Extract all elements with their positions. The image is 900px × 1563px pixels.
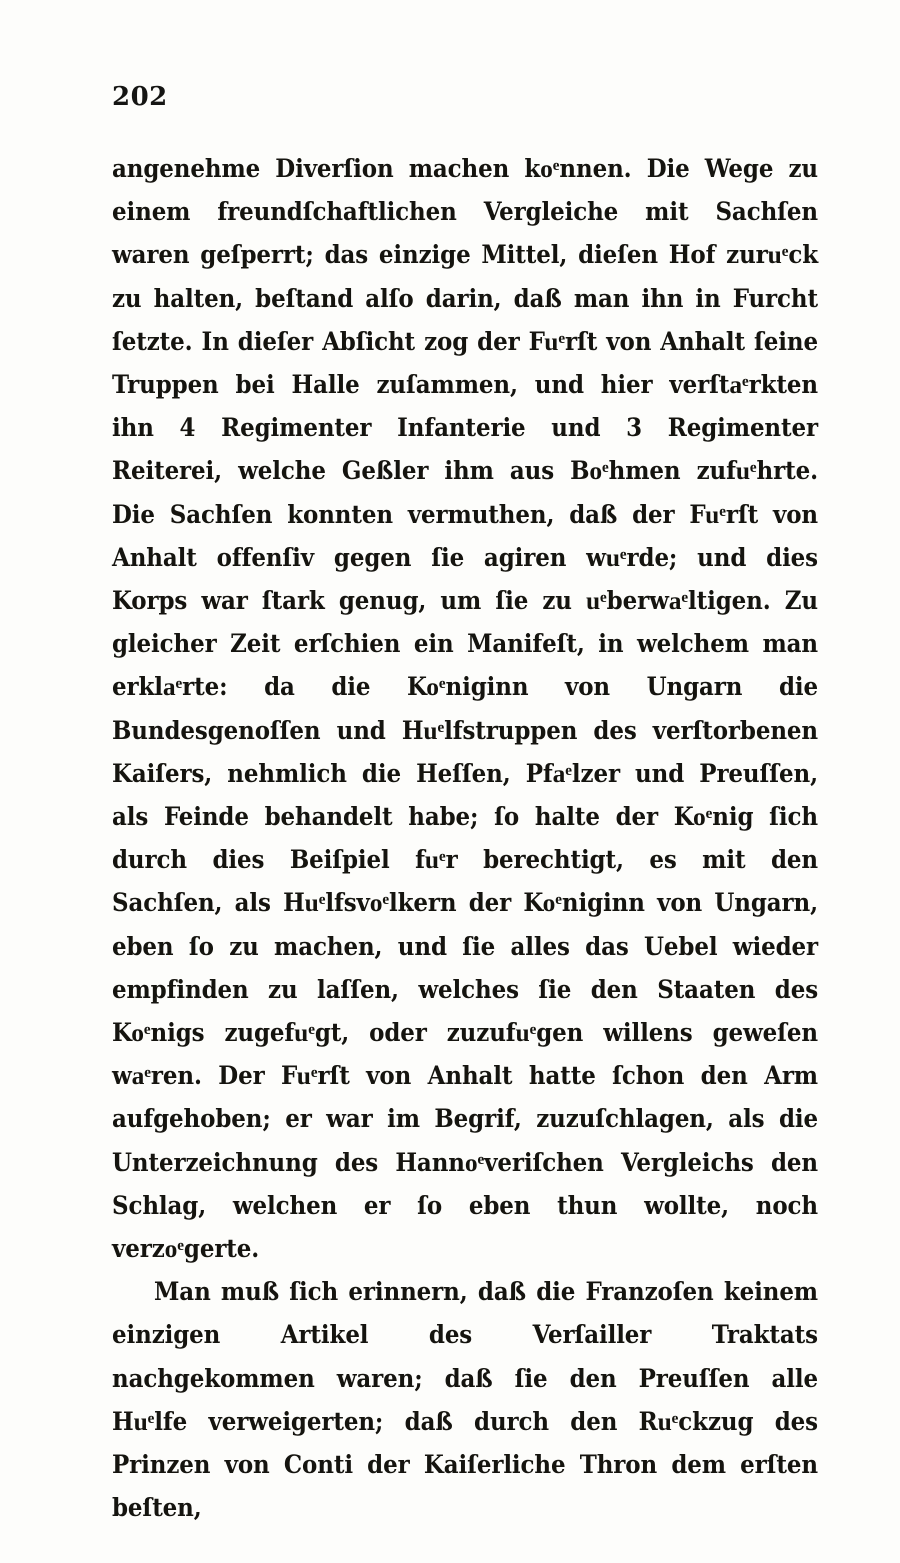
page-number: 202 bbox=[112, 82, 168, 112]
paragraph: angenehme Diverſion machen koͤnnen. Die Wege zu einem freundſchaftlichen Vergleiche mit Sachſen waren geſperrt; das einzige Mittel, dieſen Hof zuruͤck zu halten, beſtand alſo darin, daß man ihn in Furcht ſetzte. In dieſer Abſicht zog der Fuͤrſt von Anhalt ſeine Truppen bei Halle zuſammen, und hier verſtaͤrkten ihn 4 Regimenter Infanterie und 3 Regimenter Reiterei, welche Geßler ihm aus Boͤhmen zufuͤhrte. Die Sachſen konnten vermuthen, daß der Fuͤrſt von Anhalt offenſiv gegen ſie agiren wuͤrde; und dies Korps war ſtark genug, um ſie zu uͤberwaͤltigen. Zu gleicher Zeit erſchien ein Manifeſt, in welchem man erklaͤrte: da die Koͤniginn von Ungarn die Bundesgenoſſen und Huͤlfstruppen des verſtorbenen Kaiſers, nehmlich die Heſſen, Pfaͤlzer und Preuſſen, als Feinde behandelt habe; ſo halte der Koͤnig ſich durch dies Beiſpiel fuͤr berechtigt, es mit den Sachſen, als Huͤlfsvoͤlkern der Koͤniginn von Ungarn, eben ſo zu machen, und ſie alles das Uebel wieder empfinden zu laſſen, welches ſie den Staaten des Koͤnigs zugefuͤgt, oder zuzufuͤgen willens geweſen waͤren. Der Fuͤrſt von Anhalt hatte ſchon den Arm aufgehoben; er war im Begrif, zuzuſchlagen, als die Unterzeichnung des Hannoͤveriſchen Vergleichs den Schlag, welchen er ſo eben thun wollte, noch verzoͤgerte. bbox=[112, 154, 818, 1265]
paragraph: Man muß ſich erinnern, daß die Franzoſen keinem einzigen Artikel des Verſailler Traktats nachgekommen waren; daß ſie den Preuſſen alle Huͤlfe verweigerten; daß durch den Ruͤckzug des Prinzen von Conti der Kaiſerliche Thron dem erſten beſten, bbox=[112, 1277, 818, 1524]
body-text bbox=[112, 148, 818, 1531]
